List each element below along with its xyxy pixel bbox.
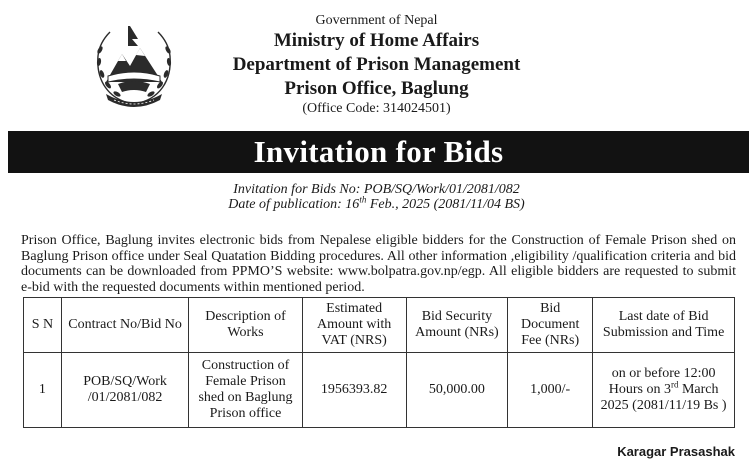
cell-security: 50,000.00	[406, 353, 508, 428]
letterhead	[0, 12, 753, 117]
header-deadline: Last date of Bid Submission and Time	[593, 298, 735, 353]
office-code: (Office Code: 314024501)	[302, 101, 451, 116]
cell-deadline: on or before 12:00 Hours on 3rd March 2025 (2081/11/19 Bs )	[593, 353, 735, 428]
table-header-row	[24, 298, 735, 353]
office-name: Prison Office, Baglung	[284, 78, 469, 99]
publication-date: Date of publication: 16th Feb., 2025 (2081/11/04 BS)	[228, 194, 525, 212]
cell-description: Construction of Female Prison shed on Baglung Prison office	[189, 353, 302, 428]
bid-number: Invitation for Bids No: POB/SQ/Work/01/2081/082	[233, 182, 520, 197]
ministry-name: Ministry of Home Affairs	[273, 30, 480, 51]
header-contract: Contract No/Bid No	[61, 298, 189, 353]
cell-amount: 1956393.82	[302, 353, 406, 428]
header-sn: S N	[24, 298, 62, 353]
header-description: Description of Works	[189, 298, 302, 353]
header-security: Bid Security Amount (NRs)	[406, 298, 508, 353]
header-amount: Estimated Amount with VAT (NRS)	[302, 298, 406, 353]
cell-contract: POB/SQ/Work /01/2081/082	[61, 353, 189, 428]
page-title: Invitation for Bids	[8, 131, 749, 173]
table-row	[24, 353, 735, 428]
government-label: Government of Nepal	[315, 13, 438, 28]
cell-sn: 1	[24, 353, 62, 428]
header-fee: Bid Document Fee (NRs)	[508, 298, 593, 353]
cell-fee: 1,000/-	[508, 353, 593, 428]
notice-references	[0, 182, 753, 212]
notice-body: Prison Office, Baglung invites electronic bids from Nepalese eligible bidders for the Construction of Female Prison shed on Baglung Prison office under Seal Quatation Bidding procedures. All other information ,eligibility /qualification criteria and bid documents can be downloaded from PPMO’S website: www.bolpatra.gov.np/egp. All eligible bidders are requested to submit e-bid with the requested documents within mentioned period.	[21, 233, 736, 295]
department-name: Department of Prison Management	[232, 54, 521, 75]
bid-table	[23, 297, 735, 428]
signatory: Karagar Prasashak	[617, 444, 735, 459]
